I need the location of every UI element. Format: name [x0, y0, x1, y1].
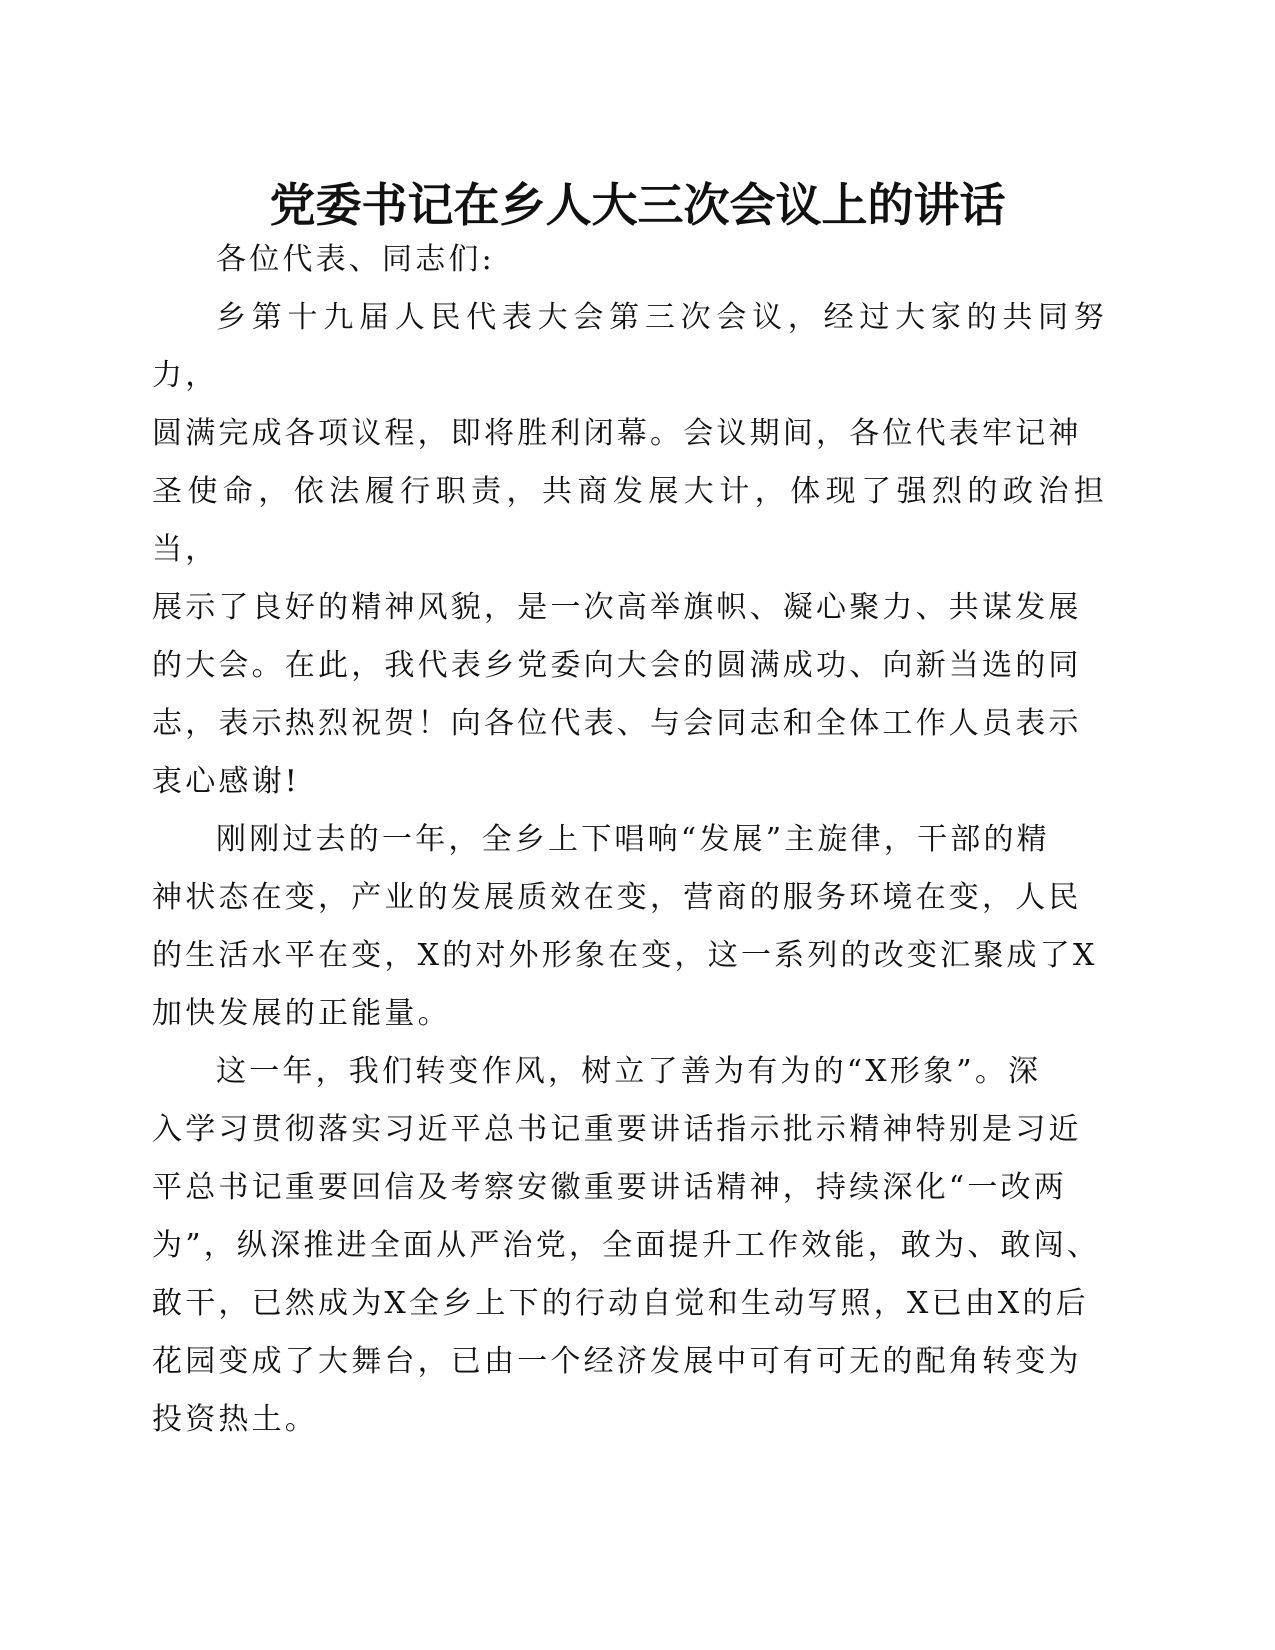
salutation: 各位代表、同志们:	[216, 242, 495, 277]
paragraph-2: 刚刚过去的一年，全乡上下唱响“发展”主旋律，干部的精 神状态在变，产业的发展质效在变，营商的服务环境在变，人民 的生活水平在变，X的对外形象在变，这一系列的改变汇聚成了X 加快发展的正能量。	[152, 822, 1098, 1031]
paragraph-3: 这一年，我们转变作风，树立了善为有为的“X形象”。深 入学习贯彻落实习近平总书记重要讲话指示批示精神特别是习近 平总书记重要回信及考察安徽重要讲话精神，持续深化“一改两 为”，纵深推进全面从严治党，全面提升工作效能，敢为、敢闯、 敢干，已然成为X全乡上下的行动自觉和生动写照，X已由X的后 花园变成了大舞台，已由一个经济发展中可有可无的配角转变为 投资热土。	[152, 1054, 1101, 1437]
paragraph-1: 乡第十九届人民代表大会第三次会议，经过大家的共同努力， 圆满完成各项议程，即将胜利闭幕。会议期间，各位代表牢记神 圣使命，依法履行职责，共商发展大计，体现了强烈的政治担当， 展示了良好的精神风貌，是一次高举旗帜、凝心聚力、共谋发展 的大会。在此，我代表乡党委向大会的圆满成功、向新当选的同 志，表示热烈祝贺！向各位代表、与会同志和全体工作人员表示 衷心感谢!	[152, 300, 1107, 799]
document-title: 党委书记在乡人大三次会议上的讲话	[269, 178, 1006, 232]
document-body	[152, 231, 1107, 1449]
